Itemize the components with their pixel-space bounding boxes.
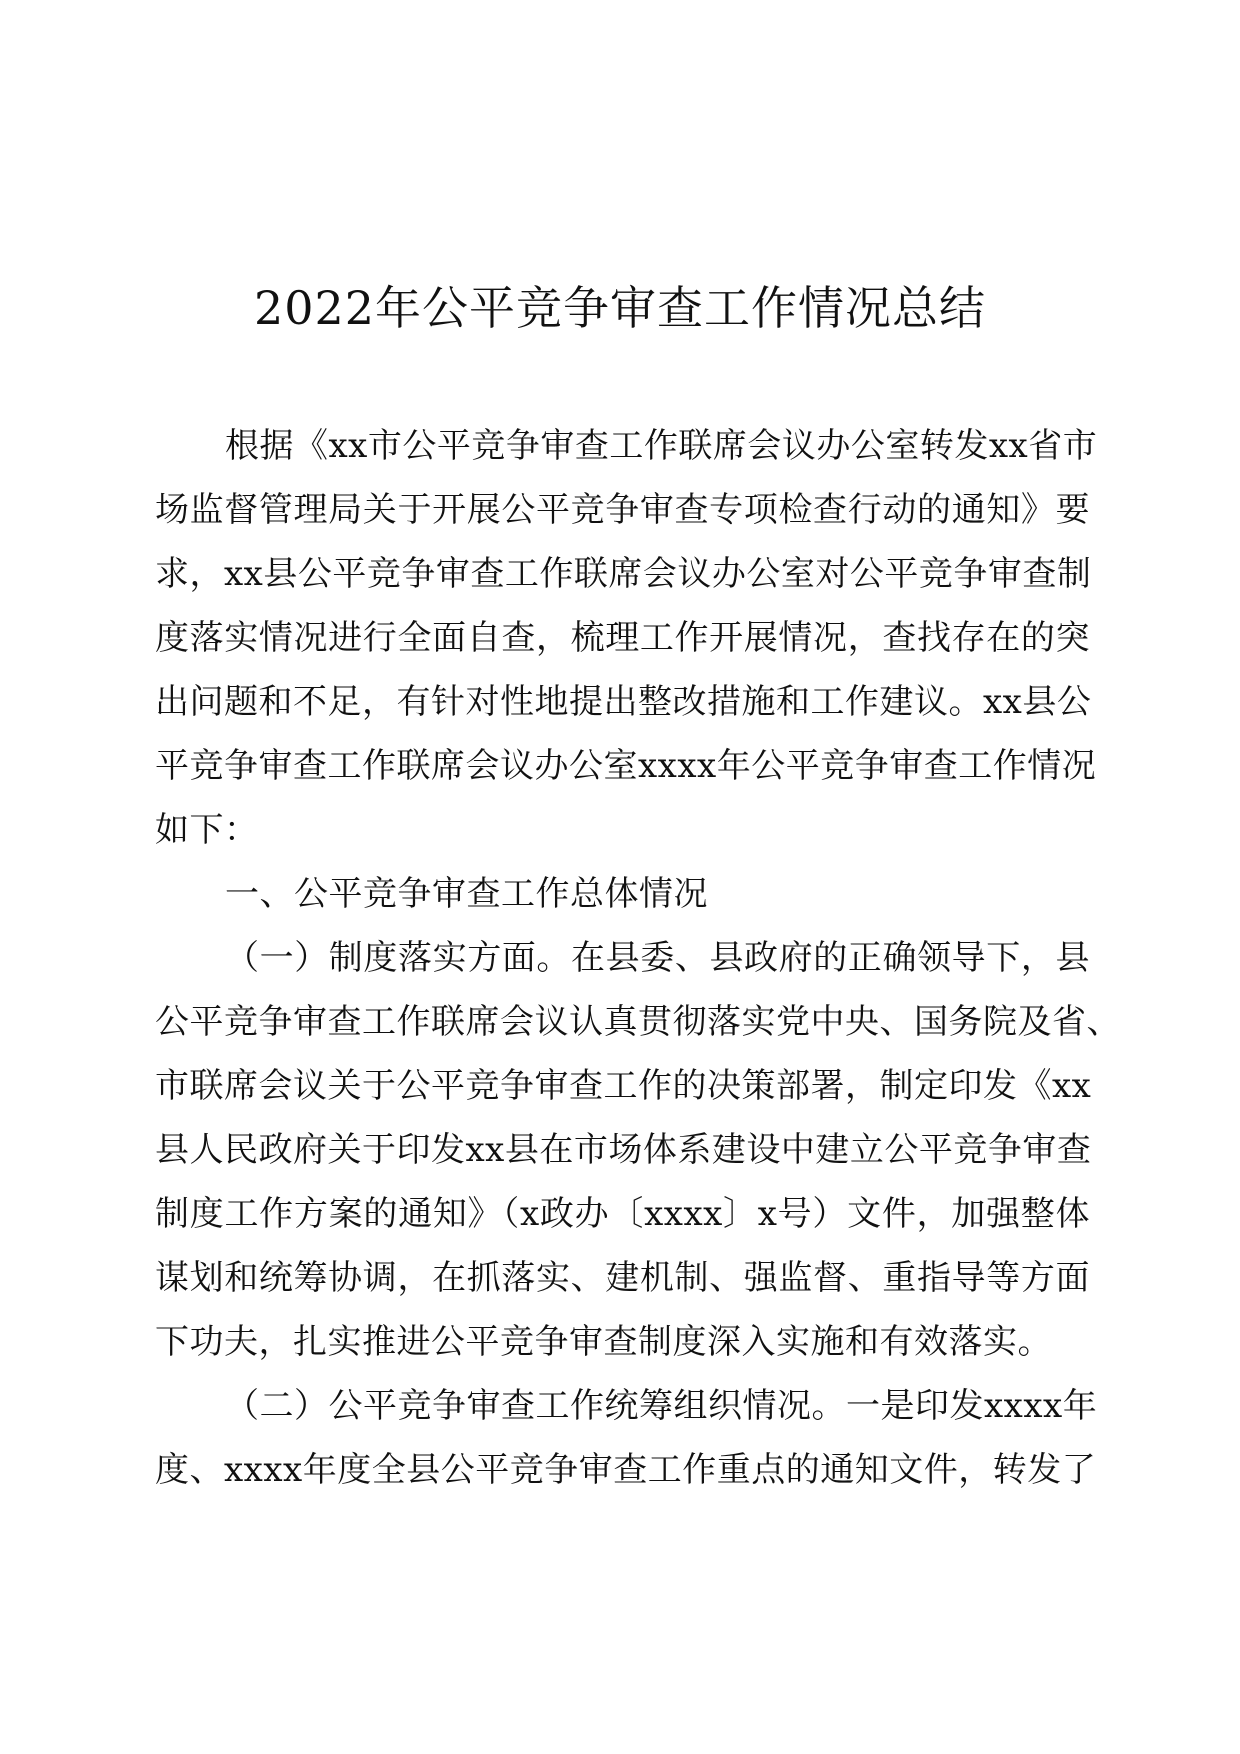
text-line: 出问题和不足，有针对性地提出整改措施和工作建议。xx县公: [155, 682, 1092, 722]
text-line: （一）制度落实方面。在县委、县政府的正确领导下，县: [225, 938, 1090, 978]
text-line: 度落实情况进行全面自查，梳理工作开展情况，查找存在的突: [155, 618, 1090, 658]
paragraph-intro: [155, 414, 1098, 862]
text-line: 市联席会议关于公平竞争审查工作的决策部署，制定印发《xx: [155, 1066, 1092, 1106]
text-line: 度、xxxx年度全县公平竞争审查工作重点的通知文件，转发了: [155, 1450, 1097, 1490]
text-line: 谋划和统筹协调，在抓落实、建机制、强监督、重指导等方面: [155, 1258, 1090, 1298]
text-line: 根据《xx市公平竞争审查工作联席会议办公室转发xx省市: [225, 426, 1098, 466]
document-body: [155, 414, 1121, 1502]
document-title: 2022年公平竞争审查工作情况总结: [253, 281, 987, 335]
paragraph-item-2: [155, 1374, 1098, 1502]
text-line: 求，xx县公平竞争审查工作联席会议办公室对公平竞争审查制: [155, 554, 1092, 594]
text-line: 平竞争审查工作联席会议办公室xxxx年公平竞争审查工作情况: [155, 746, 1097, 786]
text-line: 如下：: [155, 810, 259, 850]
paragraph-item-1: [155, 926, 1121, 1374]
text-line: （二）公平竞争审查工作统筹组织情况。一是印发xxxx年: [225, 1386, 1098, 1426]
text-line: 场监督管理局关于开展公平竞争审查专项检查行动的通知》要: [155, 490, 1090, 530]
heading-line: 一、公平竞争审查工作总体情况: [225, 874, 708, 914]
text-line: 制度工作方案的通知》（x政办〔xxxx〕x号）文件，加强整体: [155, 1194, 1090, 1234]
text-line: 公平竞争审查工作联席会议认真贯彻落实党中央、国务院及省、: [155, 1002, 1121, 1042]
text-line: 县人民政府关于印发xx县在市场体系建设中建立公平竞争审查: [155, 1130, 1092, 1170]
section-heading: [155, 862, 1090, 926]
text-line: 下功夫，扎实推进公平竞争审查制度深入实施和有效落实。: [155, 1322, 1052, 1362]
